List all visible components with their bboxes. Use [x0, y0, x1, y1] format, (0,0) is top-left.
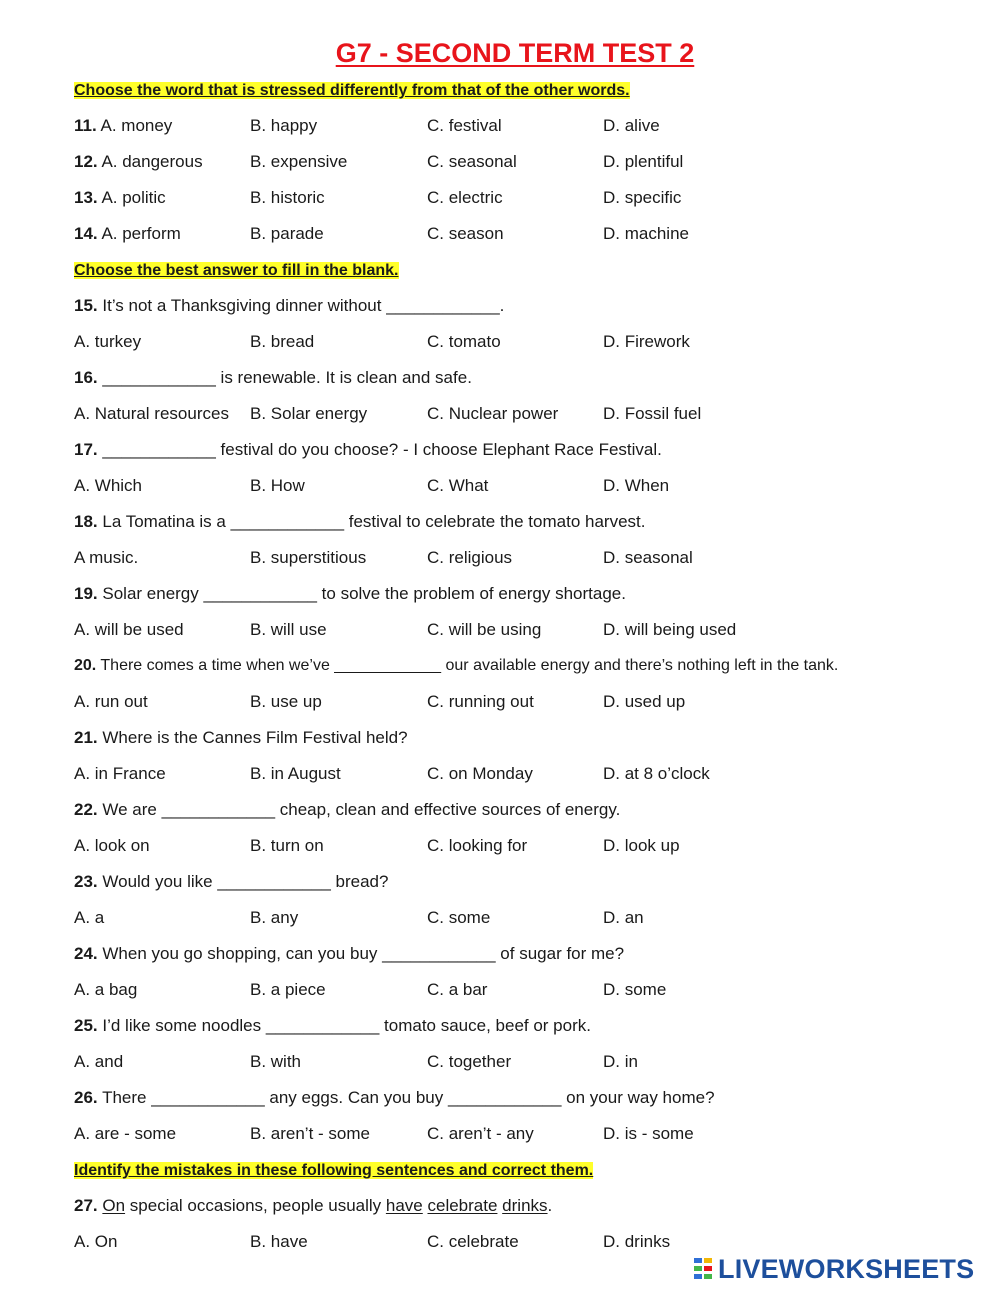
question-15-stem: [74, 288, 504, 324]
question-24-stem: [74, 936, 624, 972]
option-b[interactable]: B. How: [250, 476, 305, 495]
question-text: I’d like some noodles ____________ tomato sauce, beef or pork.: [102, 1016, 591, 1035]
option-b[interactable]: B. a piece: [250, 980, 326, 999]
option-c[interactable]: C. What: [427, 476, 489, 495]
question-number: 19.: [74, 584, 98, 603]
option-a[interactable]: A. On: [74, 1232, 118, 1251]
question-16-stem: [74, 360, 472, 396]
underlined-word-d: drinks: [502, 1196, 548, 1215]
option-c[interactable]: C. on Monday: [427, 764, 533, 783]
option-d[interactable]: D. When: [603, 476, 670, 495]
question-text: We are ____________ cheap, clean and effective sources of energy.: [102, 800, 621, 819]
option-a[interactable]: A music.: [74, 548, 139, 567]
option-d[interactable]: D. seasonal: [603, 548, 693, 567]
option-d[interactable]: D. used up: [603, 692, 686, 711]
option-c[interactable]: C. looking for: [427, 836, 528, 855]
option-a[interactable]: A. will be used: [74, 620, 184, 639]
question-text: It’s not a Thanksgiving dinner without ____________.: [102, 296, 505, 315]
option-b[interactable]: B. parade: [250, 224, 324, 243]
option-d[interactable]: D. some: [603, 980, 667, 999]
option-a[interactable]: A. and: [74, 1052, 124, 1071]
question-text: special occasions, people usually: [125, 1196, 386, 1215]
option-c[interactable]: C. festival: [427, 116, 502, 135]
underlined-word-a: On: [102, 1196, 126, 1215]
question-17-stem: [74, 432, 662, 468]
option-c[interactable]: C. celebrate: [427, 1232, 519, 1251]
section-instruction-text: Choose the word that is stressed differently from that of the other words.: [74, 82, 630, 99]
section-instruction: [74, 252, 399, 288]
option-c[interactable]: C. religious: [427, 548, 513, 567]
logo-text: LIVEWORKSHEETS: [718, 1253, 975, 1284]
option-d[interactable]: D. will being used: [603, 620, 737, 639]
question-text: Would you like ____________ bread?: [102, 872, 389, 891]
underlined-word-c: celebrate: [427, 1196, 498, 1215]
option-c[interactable]: C. will be using: [427, 620, 542, 639]
question-26-stem: [74, 1080, 715, 1116]
page-title: G7 - SECOND TERM TEST 2: [335, 38, 695, 68]
option-c[interactable]: C. running out: [427, 692, 534, 711]
question-20-stem: [74, 648, 838, 684]
question-text: La Tomatina is a ____________ festival to celebrate the tomato harvest.: [102, 512, 646, 531]
option-a[interactable]: A. a bag: [74, 980, 138, 999]
option-a[interactable]: A. look on: [74, 836, 150, 855]
question-text: When you go shopping, can you buy ____________ of sugar for me?: [102, 944, 625, 963]
section-instruction: [74, 1152, 593, 1188]
option-b[interactable]: B. use up: [250, 692, 322, 711]
option-c[interactable]: C. Nuclear power: [427, 404, 559, 423]
option-a[interactable]: 11. A. money: [74, 116, 173, 135]
question-number: 21.: [74, 728, 98, 747]
option-a[interactable]: A. in France: [74, 764, 166, 783]
option-a[interactable]: 13. A. politic: [74, 188, 166, 207]
option-a[interactable]: A. Natural resources: [74, 404, 229, 423]
liveworksheets-logo: [694, 1253, 974, 1285]
question-27-stem: [74, 1188, 552, 1224]
question-text: There ____________ any eggs. Can you buy ____________ on your way home?: [102, 1088, 715, 1107]
question-number: 27.: [74, 1196, 98, 1215]
option-b[interactable]: B. expensive: [250, 152, 348, 171]
option-d[interactable]: D. plentiful: [603, 152, 684, 171]
option-a[interactable]: A. Which: [74, 476, 143, 495]
option-d[interactable]: D. Firework: [603, 332, 690, 351]
question-18-stem: [74, 504, 645, 540]
option-b[interactable]: B. superstitious: [250, 548, 367, 567]
question-19-stem: [74, 576, 626, 612]
option-d[interactable]: D. specific: [603, 188, 682, 207]
question-text: There comes a time when we’ve ____________ our available energy and there’s nothing left in the tank.: [100, 657, 839, 674]
option-b[interactable]: B. historic: [250, 188, 325, 207]
question-23-stem: [74, 864, 388, 900]
option-b[interactable]: B. will use: [250, 620, 327, 639]
option-b[interactable]: B. have: [250, 1232, 308, 1251]
option-b[interactable]: B. Solar energy: [250, 404, 368, 423]
option-b[interactable]: B. aren’t - some: [250, 1124, 370, 1143]
question-number: 18.: [74, 512, 98, 531]
option-d[interactable]: D. drinks: [603, 1232, 671, 1251]
option-a[interactable]: A. a: [74, 908, 105, 927]
option-d[interactable]: D. machine: [603, 224, 689, 243]
sentence-end: .: [547, 1196, 553, 1215]
option-c[interactable]: C. tomato: [427, 332, 501, 351]
question-number: 14.: [74, 224, 98, 243]
option-a[interactable]: A. run out: [74, 692, 148, 711]
question-text: Where is the Cannes Film Festival held?: [102, 728, 408, 747]
question-text: ____________ is renewable. It is clean and safe.: [102, 368, 472, 387]
option-b[interactable]: B. happy: [250, 116, 318, 135]
option-a[interactable]: 12. A. dangerous: [74, 152, 203, 171]
question-21-stem: [74, 720, 408, 756]
question-number: 15.: [74, 296, 98, 315]
question-number: 22.: [74, 800, 98, 819]
question-number: 26.: [74, 1088, 98, 1107]
question-22-stem: [74, 792, 620, 828]
option-d[interactable]: D. in: [603, 1052, 638, 1071]
question-number: 20.: [74, 657, 97, 674]
option-c[interactable]: C. some: [427, 908, 491, 927]
option-b[interactable]: B. turn on: [250, 836, 324, 855]
option-c[interactable]: C. seasonal: [427, 152, 517, 171]
question-number: 24.: [74, 944, 98, 963]
option-b[interactable]: B. in August: [250, 764, 341, 783]
option-d[interactable]: D. is - some: [603, 1124, 694, 1143]
option-b[interactable]: B. with: [250, 1052, 302, 1071]
option-c[interactable]: C. season: [427, 224, 504, 243]
question-number: 13.: [74, 188, 98, 207]
option-d[interactable]: D. look up: [603, 836, 680, 855]
question-number: 17.: [74, 440, 98, 459]
question-number: 16.: [74, 368, 98, 387]
logo-mark-icon: [694, 1257, 714, 1281]
option-c[interactable]: C. a bar: [427, 980, 488, 999]
question-number: 12.: [74, 152, 98, 171]
section-instruction-text: Identify the mistakes in these following sentences and correct them.: [74, 1162, 594, 1179]
option-a[interactable]: A. turkey: [74, 332, 142, 351]
option-d[interactable]: D. alive: [603, 116, 660, 135]
section-instruction: [74, 72, 630, 108]
option-c[interactable]: C. together: [427, 1052, 512, 1071]
question-number: 11.: [74, 116, 97, 135]
question-25-stem: [74, 1008, 591, 1044]
option-c[interactable]: C. aren’t - any: [427, 1124, 534, 1143]
section-instruction-text: Choose the best answer to fill in the blank.: [74, 262, 399, 279]
question-text: Solar energy ____________ to solve the problem of energy shortage.: [102, 584, 626, 603]
option-d[interactable]: D. an: [603, 908, 644, 927]
option-b[interactable]: B. bread: [250, 332, 315, 351]
underlined-word-b: have: [385, 1196, 423, 1215]
question-number: 23.: [74, 872, 98, 891]
option-b[interactable]: B. any: [250, 908, 299, 927]
option-c[interactable]: C. electric: [427, 188, 503, 207]
option-d[interactable]: D. at 8 o’clock: [603, 764, 710, 783]
option-a[interactable]: 14. A. perform: [74, 224, 181, 243]
option-d[interactable]: D. Fossil fuel: [603, 404, 702, 423]
option-a[interactable]: A. are - some: [74, 1124, 177, 1143]
question-text: ____________ festival do you choose? - I choose Elephant Race Festival.: [102, 440, 662, 459]
question-number: 25.: [74, 1016, 98, 1035]
